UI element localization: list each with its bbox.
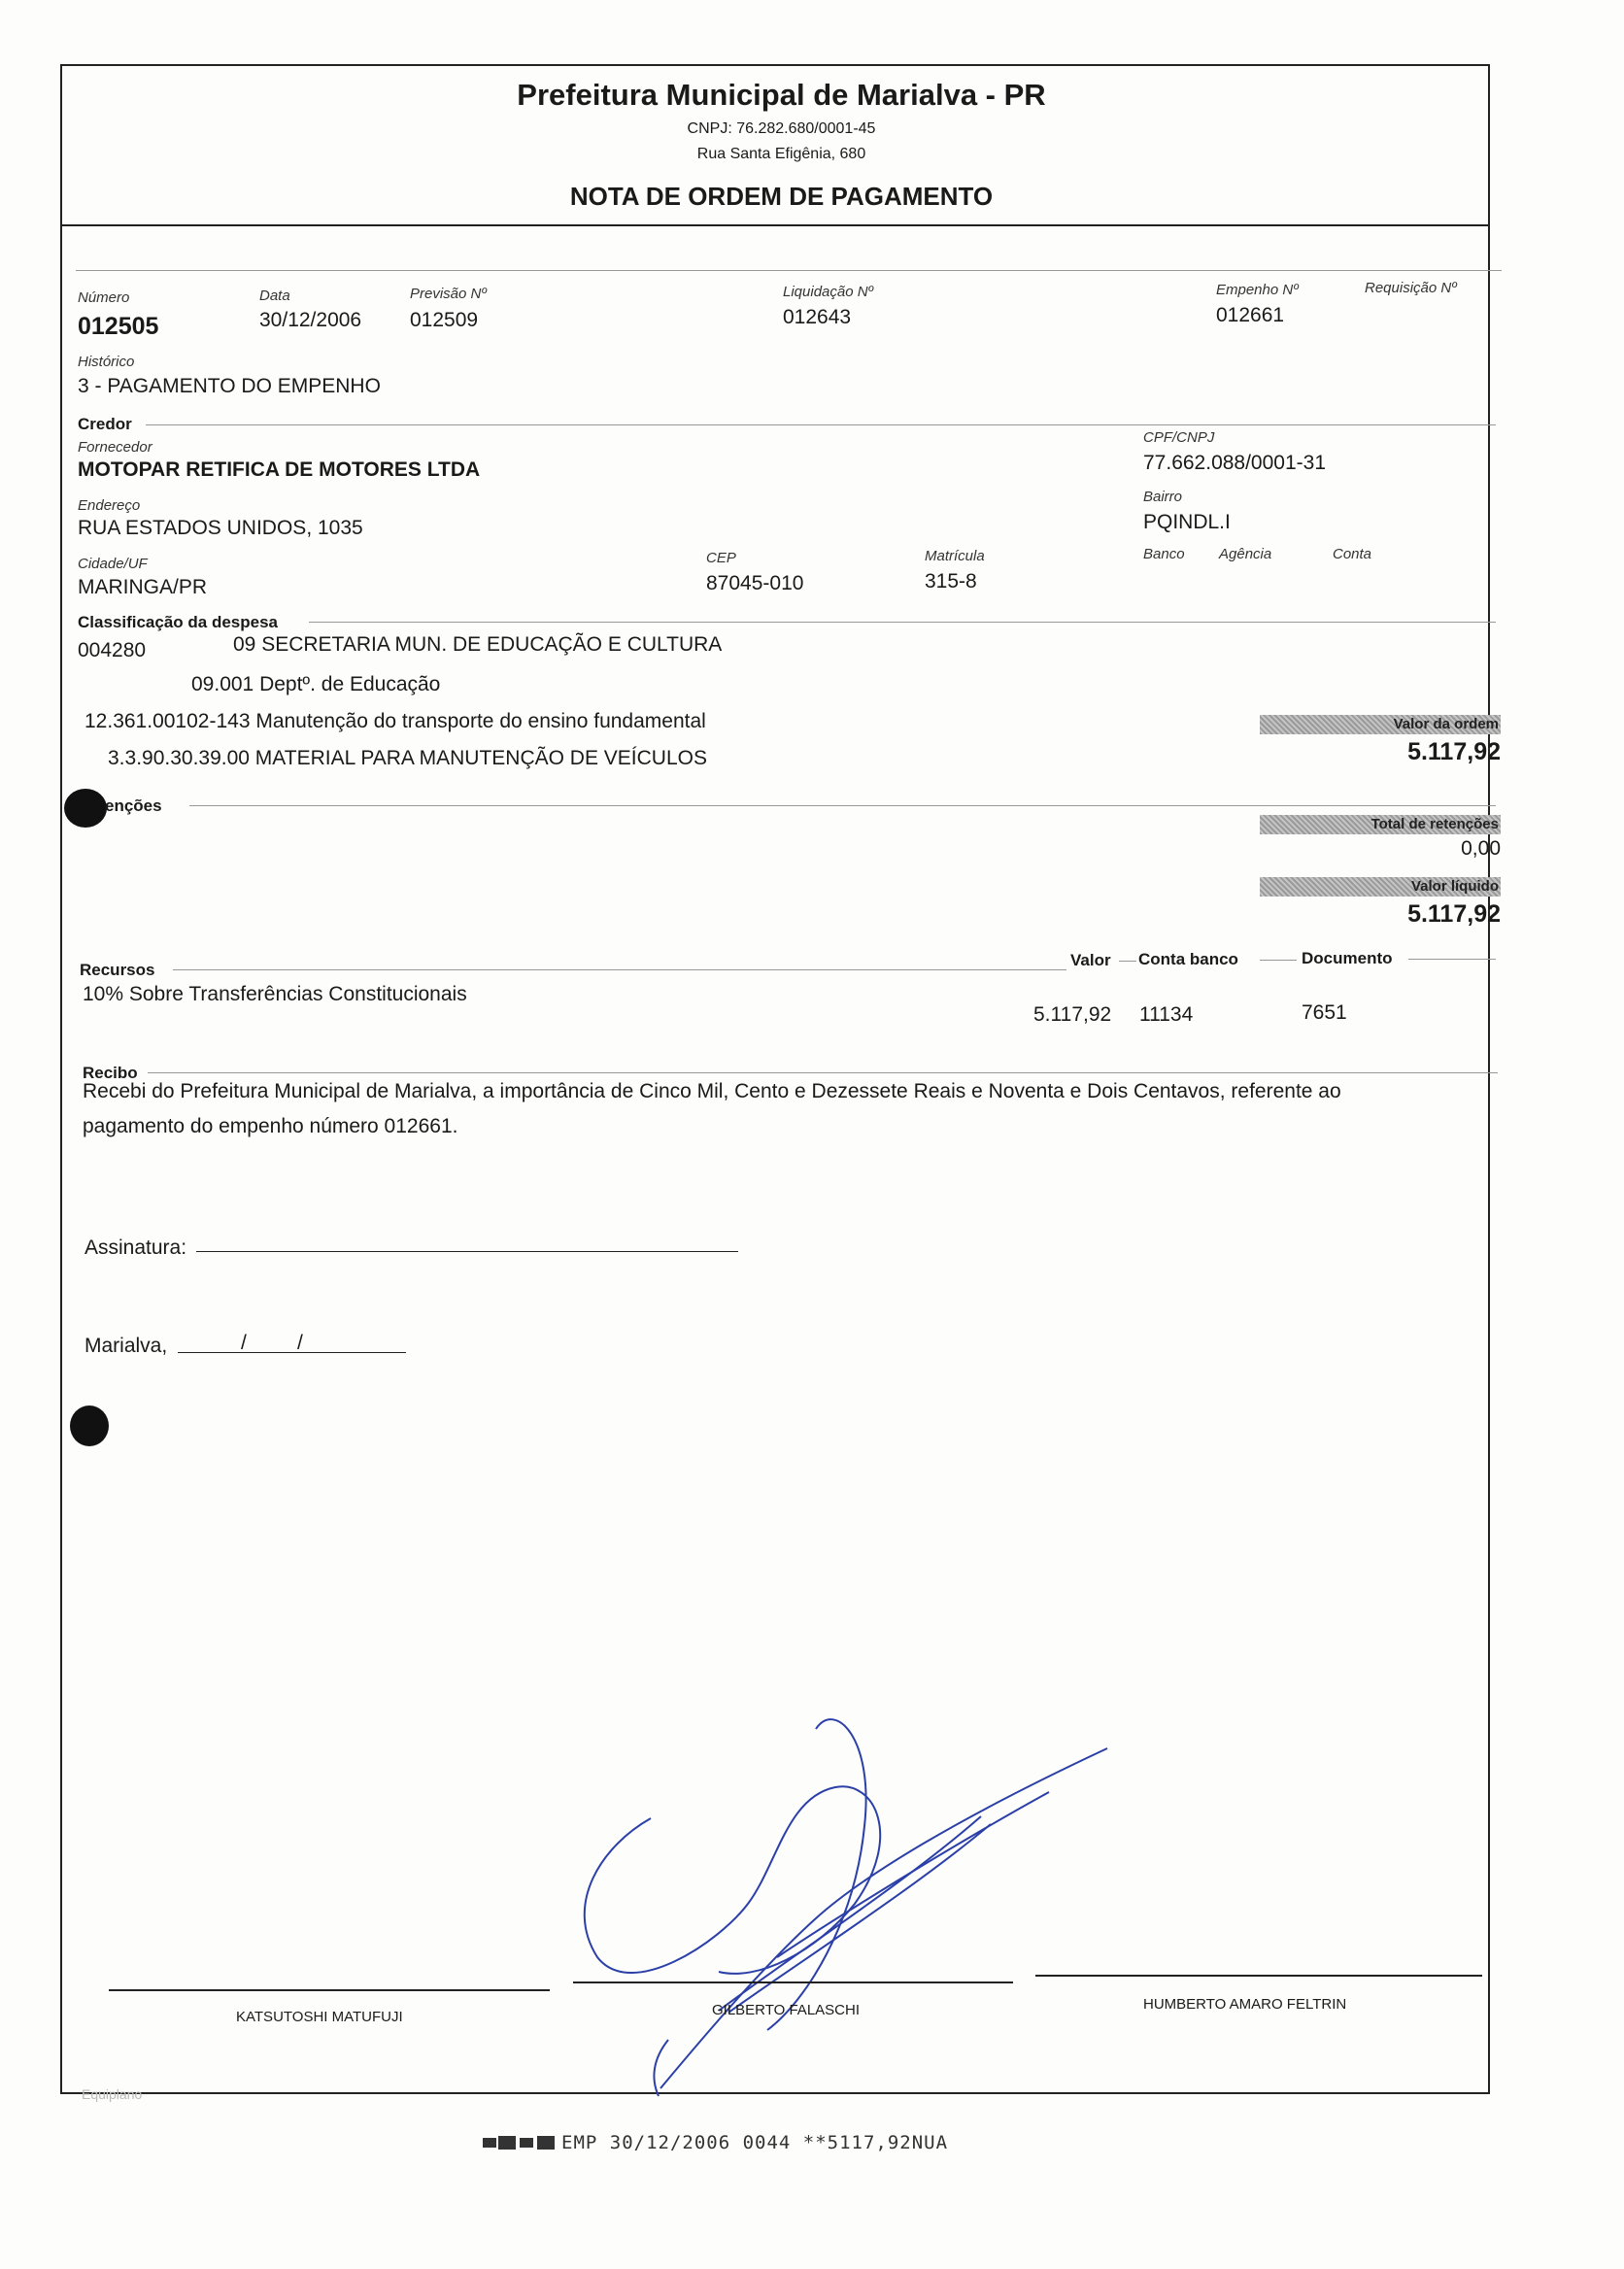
- recursos-documento: 7651: [1302, 1001, 1347, 1024]
- recibo-text-line2: pagamento do empenho número 012661.: [83, 1115, 458, 1137]
- matricula-label: Matrícula: [925, 548, 985, 564]
- requisicao-label: Requisição Nº: [1365, 280, 1457, 296]
- valor-liquido-label: Valor líquido: [1260, 877, 1501, 897]
- mechanical-stamp: EMP 30/12/2006 0044 **5117,92NUA: [561, 2132, 949, 2153]
- signatory-name-3: HUMBERTO AMARO FELTRIN: [1143, 1996, 1347, 2013]
- numero-value: 012505: [78, 313, 159, 340]
- date-blank-line: [178, 1352, 406, 1353]
- liquidacao-label: Liquidação Nº: [783, 284, 874, 300]
- org-cnpj: CNPJ: 76.282.680/0001-45: [687, 120, 876, 137]
- recibo-rule: [148, 1072, 1498, 1073]
- cidade-value: MARINGA/PR: [78, 576, 208, 598]
- numero-label: Número: [78, 289, 130, 306]
- matricula-value: 315-8: [925, 570, 977, 593]
- local-label: Marialva,: [85, 1335, 168, 1357]
- secretaria: 09 SECRETARIA MUN. DE EDUCAÇÃO E CULTURA: [233, 633, 723, 656]
- stamp-logo-icon: [483, 2134, 557, 2151]
- cpf-label: CPF/CNPJ: [1143, 429, 1215, 446]
- signatory-line-2: [573, 1981, 1013, 1983]
- doc-title: NOTA DE ORDEM DE PAGAMENTO: [569, 182, 994, 211]
- agencia-label: Agência: [1219, 546, 1272, 562]
- recursos-conta: 11134: [1139, 1003, 1194, 1026]
- recursos-rule-3: [1260, 960, 1297, 961]
- top-rule: [76, 270, 1502, 271]
- total-retencoes: 0,00: [1461, 837, 1501, 860]
- historico-value: 3 - PAGAMENTO DO EMPENHO: [78, 375, 381, 397]
- fornecedor-value: MOTOPAR RETIFICA DE MOTORES LTDA: [78, 458, 481, 481]
- header-divider: [60, 224, 1490, 226]
- credor-section: Credor: [78, 415, 132, 433]
- elemento: 3.3.90.30.39.00 MATERIAL PARA MANUTENÇÃO DE VEÍCULOS: [108, 747, 707, 769]
- recursos-documento-label: Documento: [1302, 949, 1393, 967]
- recursos-rule-4: [1408, 959, 1496, 960]
- retencoes-section: enções: [105, 796, 162, 815]
- endereco-value: RUA ESTADOS UNIDOS, 1035: [78, 517, 363, 539]
- punch-hole-mark-2: [70, 1405, 109, 1446]
- recursos-descricao: 10% Sobre Transferências Constitucionais: [83, 983, 467, 1005]
- historico-label: Histórico: [78, 354, 135, 370]
- data-label: Data: [259, 288, 290, 304]
- total-retencoes-label: Total de retenções: [1260, 815, 1501, 834]
- equiplano-brand: Equiplano: [82, 2086, 143, 2102]
- recibo-section: Recibo: [83, 1064, 138, 1082]
- bairro-label: Bairro: [1143, 489, 1183, 505]
- valor-liquido: 5.117,92: [1407, 900, 1501, 928]
- date-slash-1: /: [241, 1332, 247, 1354]
- signatory-name-2: GILBERTO FALASCHI: [712, 2002, 860, 2018]
- handwritten-signature: [544, 1710, 1127, 2117]
- fornecedor-label: Fornecedor: [78, 439, 152, 456]
- recursos-section: Recursos: [80, 961, 155, 979]
- date-slash-2: /: [297, 1332, 303, 1354]
- classificacao-rule: [309, 622, 1496, 623]
- org-title: Prefeitura Municipal de Marialva - PR: [517, 78, 1046, 112]
- cep-label: CEP: [706, 550, 736, 566]
- recursos-rule-2: [1119, 961, 1136, 962]
- endereco-label: Endereço: [78, 497, 141, 514]
- previsao-value: 012509: [410, 309, 479, 331]
- conta-label: Conta: [1333, 546, 1372, 562]
- classificacao-section: Classificação da despesa: [78, 613, 279, 631]
- assinatura-line: [196, 1251, 738, 1252]
- signatory-line-3: [1035, 1975, 1482, 1977]
- recursos-rule: [173, 969, 1066, 970]
- punch-hole-mark: [64, 789, 107, 828]
- valor-ordem-label: Valor da ordem: [1260, 715, 1501, 734]
- org-address: Rua Santa Efigênia, 680: [696, 146, 866, 162]
- valor-ordem: 5.117,92: [1407, 738, 1501, 765]
- data-value: 30/12/2006: [259, 309, 362, 331]
- signatory-line-1: [109, 1989, 550, 1991]
- departamento: 09.001 Deptº. de Educação: [191, 673, 441, 695]
- banco-label: Banco: [1143, 546, 1185, 562]
- credor-rule: [146, 424, 1496, 425]
- classificacao-code: 004280: [78, 639, 147, 661]
- previsao-label: Previsão Nº: [410, 286, 487, 302]
- signatory-name-1: KATSUTOSHI MATUFUJI: [236, 2009, 403, 2025]
- recibo-text-line1: Recebi do Prefeitura Municipal de Marialva, a importância de Cinco Mil, Cento e Dezessete Reais e Noventa e Dois Centavos, referente ao: [83, 1080, 1341, 1102]
- cpf-value: 77.662.088/0001-31: [1143, 452, 1327, 474]
- cep-value: 87045-010: [706, 572, 804, 594]
- liquidacao-value: 012643: [783, 306, 852, 328]
- recursos-conta-label: Conta banco: [1138, 950, 1238, 968]
- empenho-label: Empenho Nº: [1216, 282, 1299, 298]
- programa: 12.361.00102-143 Manutenção do transporte do ensino fundamental: [85, 710, 706, 732]
- assinatura-label: Assinatura:: [85, 1236, 187, 1259]
- cidade-label: Cidade/UF: [78, 556, 148, 572]
- empenho-value: 012661: [1216, 304, 1285, 326]
- recursos-valor-label: Valor: [1070, 951, 1111, 969]
- recursos-valor: 5.117,92: [1033, 1003, 1112, 1026]
- retencoes-rule: [189, 805, 1496, 806]
- bairro-value: PQINDL.I: [1143, 511, 1231, 533]
